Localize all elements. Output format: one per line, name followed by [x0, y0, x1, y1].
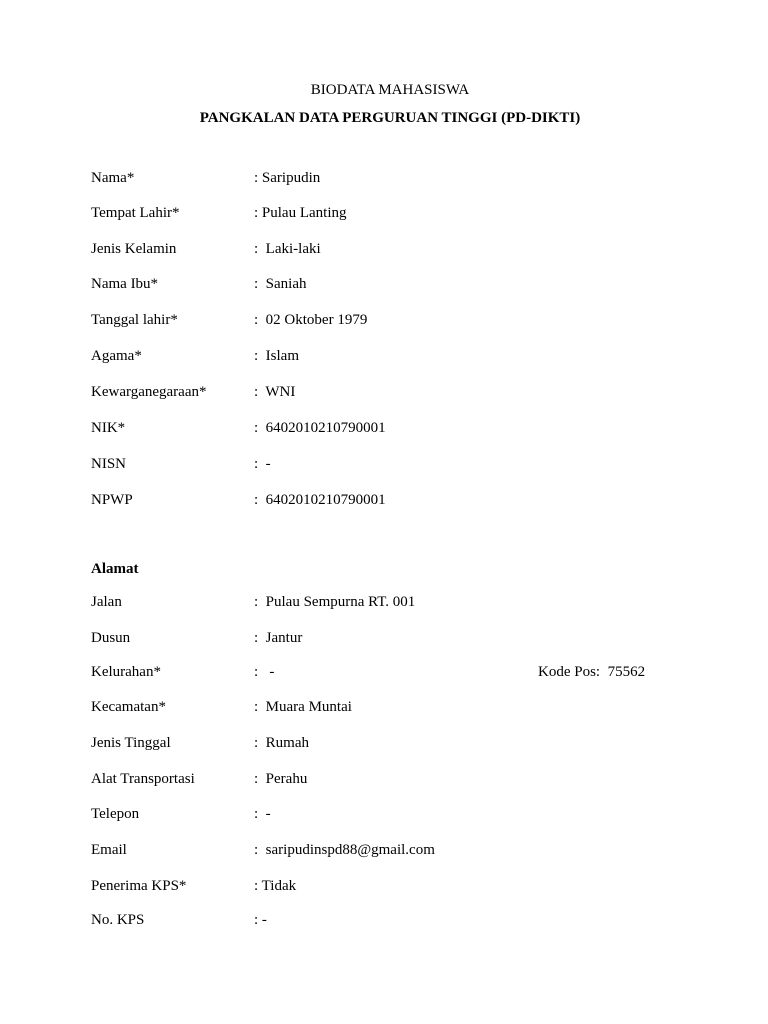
field-label: Penerima KPS*: [91, 878, 187, 894]
field-row-telepon: [0, 806, 768, 826]
field-value: : Islam: [254, 348, 299, 364]
field-row-agama: [0, 348, 768, 368]
field-label: Jalan: [91, 594, 122, 610]
field-row-tempat-lahir: [0, 205, 768, 225]
field-label: NPWP: [91, 492, 133, 508]
field-value: : 6402010210790001: [254, 420, 386, 436]
field-row-jalan: [0, 594, 768, 614]
field-label: Telepon: [91, 806, 140, 822]
document-title: BIODATA MAHASISWA: [310, 82, 470, 98]
field-label: Tempat Lahir*: [91, 205, 180, 221]
document-subtitle: PANGKALAN DATA PERGURUAN TINGGI (PD-DIKTI): [199, 110, 581, 126]
field-row-kelurahan: [0, 664, 768, 684]
field-row-tanggal-lahir: [0, 312, 768, 332]
field-row-dusun: [0, 630, 768, 650]
field-row-alat-transportasi: [0, 771, 768, 791]
field-value: : Jantur: [254, 630, 303, 646]
section-heading-alamat: Alamat: [91, 561, 139, 577]
field-value: : Laki-laki: [254, 241, 321, 257]
field-value: : Tidak: [254, 878, 297, 894]
field-label: Kecamatan*: [91, 699, 166, 715]
field-row-npwp: [0, 492, 768, 512]
field-label: Tanggal lahir*: [91, 312, 178, 328]
field-label: Kelurahan*: [91, 664, 161, 680]
field-row-jenis-tinggal: [0, 735, 768, 755]
field-value: : saripudinspd88@gmail.com: [254, 842, 435, 858]
field-value: : Pulau Sempurna RT. 001: [254, 594, 416, 610]
field-value: : Rumah: [254, 735, 309, 751]
field-row-nama-ibu: [0, 276, 768, 296]
field-label: Agama*: [91, 348, 142, 364]
field-value: : Saripudin: [254, 170, 321, 186]
field-row-nik: [0, 420, 768, 440]
field-row-no-kps: [0, 912, 768, 932]
field-value: : -: [254, 912, 267, 928]
field-value: : -: [254, 664, 275, 680]
field-value: : Pulau Lanting: [254, 205, 347, 221]
field-value: : 6402010210790001: [254, 492, 386, 508]
field-value: : 02 Oktober 1979: [254, 312, 368, 328]
field-row-jenis-kelamin: [0, 241, 768, 261]
field-label: Jenis Tinggal: [91, 735, 171, 751]
field-label: Dusun: [91, 630, 131, 646]
field-value: : -: [254, 806, 271, 822]
field-row-nisn: [0, 456, 768, 476]
field-label: Jenis Kelamin: [91, 241, 177, 257]
field-row-kewarganegaraan: [0, 384, 768, 404]
field-label: NISN: [91, 456, 127, 472]
field-value: : -: [254, 456, 271, 472]
field-label: No. KPS: [91, 912, 145, 928]
field-value: : Perahu: [254, 771, 308, 787]
field-value: : Muara Muntai: [254, 699, 352, 715]
field-row-nama: [0, 170, 768, 190]
field-label: Email: [91, 842, 127, 858]
field-label: Nama Ibu*: [91, 276, 159, 292]
field-label: Kewarganegaraan*: [91, 384, 207, 400]
field-value: : Saniah: [254, 276, 307, 292]
field-row-kecamatan: [0, 699, 768, 719]
field-row-email: [0, 842, 768, 862]
field-value: : WNI: [254, 384, 296, 400]
field-label: Nama*: [91, 170, 135, 186]
field-row-penerima-kps: [0, 878, 768, 898]
postal-code: Kode Pos: 75562: [538, 664, 646, 680]
field-label: Alat Transportasi: [91, 771, 195, 787]
field-label: NIK*: [91, 420, 126, 436]
